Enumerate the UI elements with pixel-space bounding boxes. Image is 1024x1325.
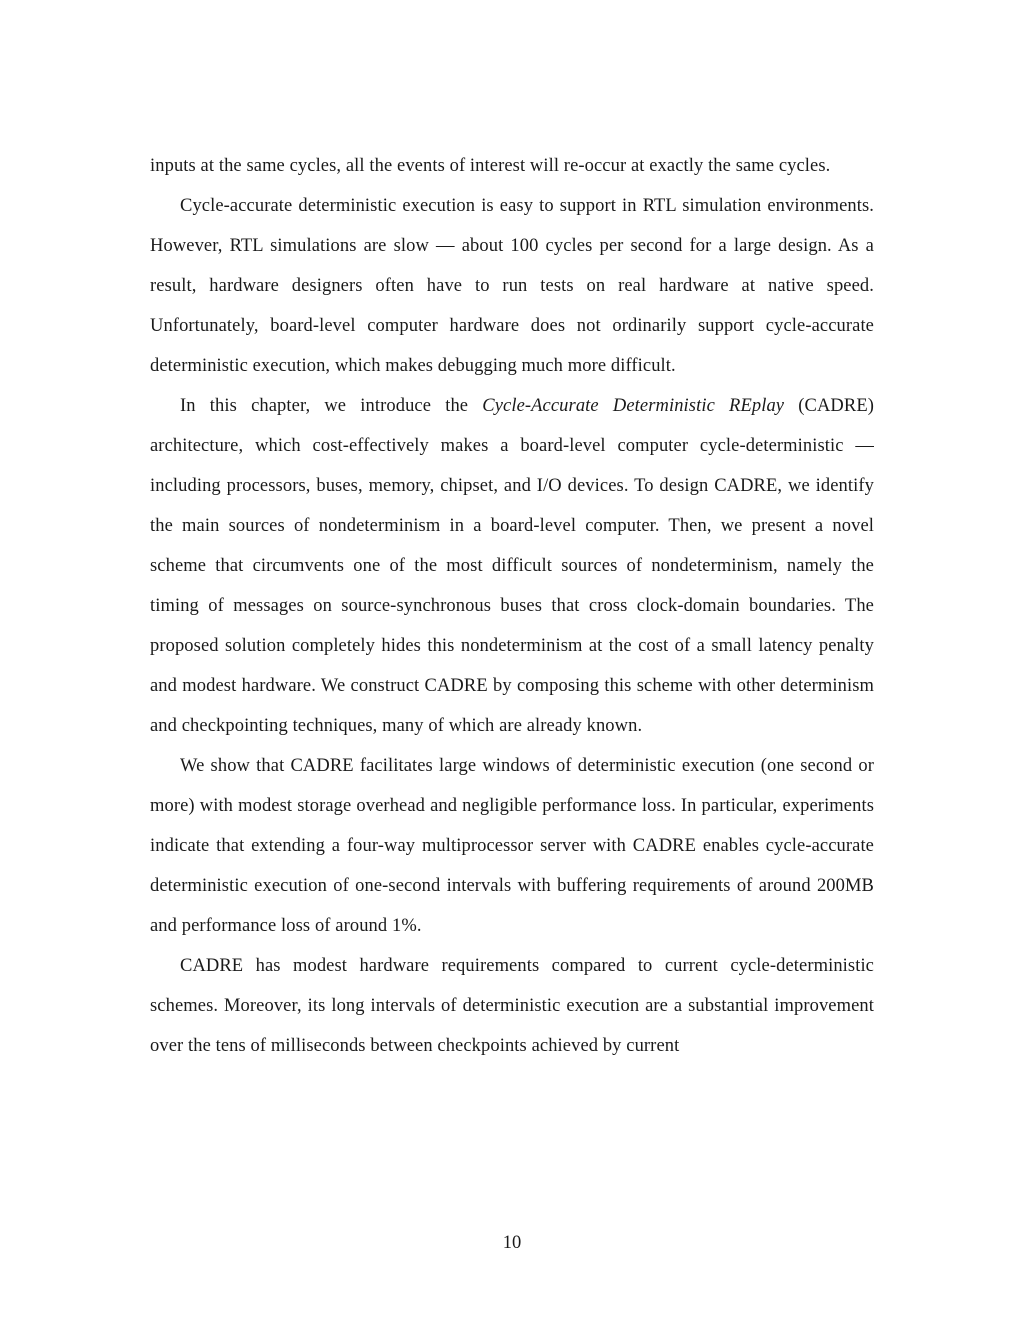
page-number: 10 (502, 1233, 522, 1253)
paragraph-hardware-requirements: CADRE has modest hardware requirements compared to current cycle-deterministic schemes. Moreover, its long intervals of deterministic execution are a substantial improvement over the tens of milliseconds between checkpoints achieved by current (150, 956, 874, 1056)
page-body (150, 146, 874, 1066)
paragraph-rtl-simulation: Cycle-accurate deterministic execution is easy to support in RTL simulation environments. However, RTL simulations are slow — about 100 cycles per second for a large design. As a result, hardware designers often have to run tests on real hardware at native speed. Unfortunately, board-level computer hardware does not ordinarily support cycle-accurate deterministic execution, which makes debugging much more difficult. (150, 196, 874, 376)
paragraph-cadre-intro-post: (CADRE) architecture, which cost-effectively makes a board-level computer cycle-deterministic — including processors, buses, memory, chipset, and I/O devices. To design CADRE, we identify the main sources of nondeterminism in a board-level computer. Then, we present a novel scheme that circumvents one of the most difficult sources of nondeterminism, namely the timing of messages on source-synchronous buses that cross clock-domain boundaries. The proposed solution completely hides this nondeterminism at the cost of a small latency penalty and modest hardware. We construct CADRE by composing this scheme with other determinism and checkpointing techniques, many of which are already known. (150, 396, 874, 736)
paragraph-cadre-intro (150, 386, 874, 746)
paragraph-results: We show that CADRE facilitates large windows of deterministic execution (one second or more) with modest storage overhead and negligible performance loss. In particular, experiments indicate that extending a four-way multiprocessor server with CADRE enables cycle-accurate deterministic execution of one-second intervals with buffering requirements of around 200MB and performance loss of around 1%. (150, 756, 874, 936)
paragraph-cadre-intro-pre: In this chapter, we introduce the (180, 396, 483, 416)
paragraph-continuation: inputs at the same cycles, all the events of interest will re-occur at exactly the same cycles. (150, 156, 831, 176)
cadre-full-name: Cycle-Accurate Deterministic REplay (482, 396, 785, 416)
